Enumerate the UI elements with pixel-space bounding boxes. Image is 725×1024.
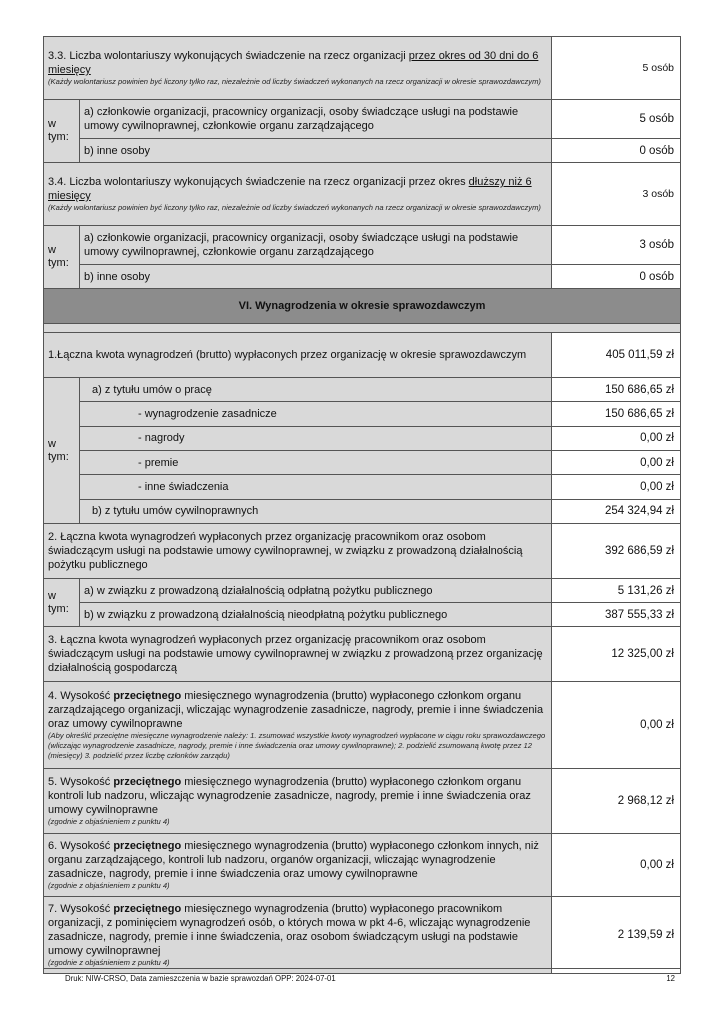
footer-print-info: Druk: NIW-CRSO, Data zamieszczenia w bazie sprawozdań OPP: 2024-07-01 — [65, 974, 336, 983]
row-3-4: 3.4. Liczba wolontariuszy wykonujących świadczenie na rzecz organizacji przez okres dłuższy niż 6 miesięcy (Każdy wolontariusz powinien być liczony tylko raz, niezależnie od liczby świadczeń wykonanych na rzecz organizacji w okresie sprawozdawczym) 3 osób — [43, 163, 681, 226]
row-w1: 1.Łączna kwota wynagrodzeń (brutto) wypłaconych przez organizację w okresie sprawozdawczym 405 011,59 zł — [43, 333, 681, 378]
page-number: 12 — [666, 974, 675, 983]
row-3-3: 3.3. Liczba wolontariuszy wykonujących świadczenie na rzecz organizacji przez okres od 30 dni do 6 miesięcy (Każdy wolontariusz powinien być liczony tylko raz, niezależnie od liczby świadczeń wykonanych na rzecz organizacji w okresie sprawozdawczym) 5 osób — [43, 36, 681, 100]
row-w2: 2. Łączna kwota wynagrodzeń wypłaconych przez organizację pracownikom oraz osobom świadczącym usługi na podstawie umowy cywilnoprawnej, w związku z prowadzoną działalnością pożytku publicznego 392 686,59 zł — [43, 524, 681, 579]
section-header: VI. Wynagrodzenia w okresie sprawozdawczym — [43, 289, 681, 324]
row-w1-wtym: w tym: a) z tytułu umów o pracę 150 686,65 zł - wynagrodzenie zasadnicze 150 686,65 zł - nagrody 0,00 zł - premie 0,00 zł - inne świadczenia 0,00 zł b) z tytułu umów cywilnoprawnych 254 324,94 zł — [43, 378, 681, 524]
row-w5: 5. Wysokość przeciętnego miesięcznego wynagrodzenia (brutto) wypłaconego członkom organu kontroli lub nadzoru, wliczając wynagrodzenie zasadnicze, nagrody, premie i inne świadczenia oraz umowy cywilnoprawne (zgodnie z objaśnieniem z punktu 4) 2 968,12 zł — [43, 769, 681, 834]
value-3-4: 3 osób — [552, 163, 680, 225]
value-3-3: 5 osób — [552, 37, 680, 99]
row-w2-wtym: w tym: a) w związku z prowadzoną działalnością odpłatną pożytku publicznego 5 131,26 zł b) w związku z prowadzoną działalnością nieodpłatną pożytku publicznego 387 555,33 zł — [43, 579, 681, 627]
row-3-4-wtym: w tym: a) członkowie organizacji, pracownicy organizacji, osoby świadczące usługi na podstawie umowy cywilnoprawnej, członkowie organu zarządzającego 3 osób b) inne osoby 0 osób — [43, 226, 681, 289]
report-table — [43, 36, 681, 974]
page-footer — [43, 968, 681, 983]
row-w4: 4. Wysokość przeciętnego miesięcznego wynagrodzenia (brutto) wypłaconego członkom organu zarządzającego organizacji, wliczając wynagrodzenie zasadnicze, nagrody, premie i inne świadczenia oraz umowy cywilnoprawne (Aby określić przeciętne miesięczne wynagrodzenie należy: 1. zsumować wszystkie kwoty wynagrodzeń wypłacone w ciągu roku sprawozdawczego (wliczając wynagrodzenie zasadnicze, nagrody, premie i inne świadczenia oraz umowy cywilnoprawne); 2. podzielić zsumowaną kwotę przez 12 (miesięcy) 3. podzielić przez liczbę członków zarządu) 0,00 zł — [43, 682, 681, 769]
row-w6: 6. Wysokość przeciętnego miesięcznego wynagrodzenia (brutto) wypłaconego członkom innych, niż organu zarządzającego, kontroli lub nadzoru, organów organizacji, wliczając wynagrodzenie zasadnicze, nagrody, premie i inne świadczenia oraz umowy cywilnoprawne (zgodnie z objaśnieniem z punktu 4) 0,00 zł — [43, 834, 681, 897]
row-3-3-wtym: w tym: a) członkowie organizacji, pracownicy organizacji, osoby świadczące usługi na podstawie umowy cywilnoprawnej, członkowie organu zarządzającego 5 osób b) inne osoby 0 osób — [43, 100, 681, 163]
row-w3: 3. Łączna kwota wynagrodzeń wypłaconych przez organizację pracownikom oraz osobom świadczącym usługi na podstawie umowy cywilnoprawnej w związku z prowadzoną przez organizację działalnością gospodarczą 12 325,00 zł — [43, 627, 681, 682]
row-w7: 7. Wysokość przeciętnego miesięcznego wynagrodzenia (brutto) wypłaconego pracownikom organizacji, z pominięciem wynagrodzeń osób, o których mowa w pkt 4-6, wliczając wynagrodzenie zasadnicze, nagrody, premie i inne świadczenia, oraz osobom świadczącym usługi na podstawie umowy cywilnoprawnej (zgodnie z objaśnieniem z punktu 4) 2 139,59 zł — [43, 897, 681, 974]
